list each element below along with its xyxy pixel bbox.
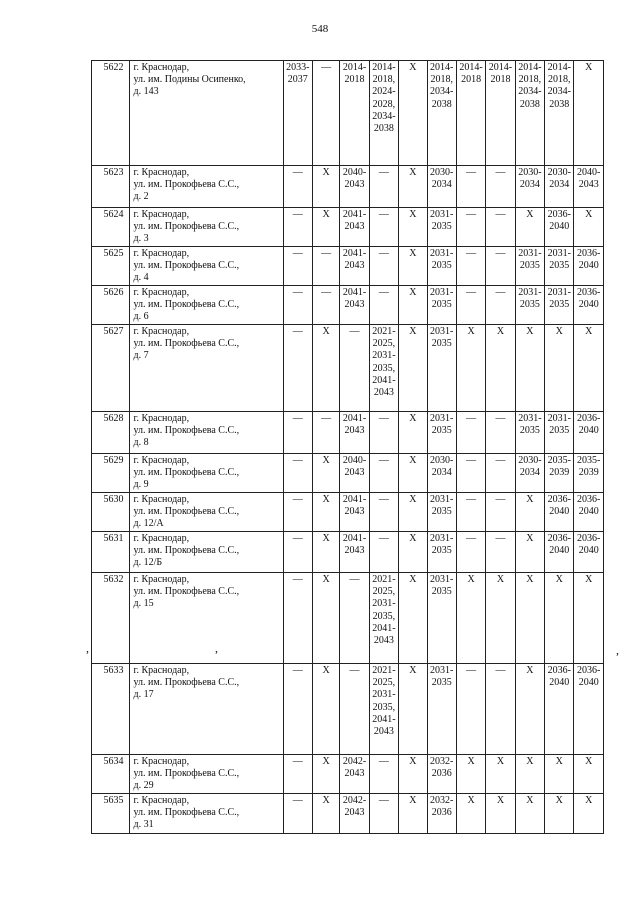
period-cell: 2031- 2035 [545,412,574,454]
period-cell: X [545,794,574,834]
address-line: г. Краснодар, [133,248,190,259]
period-cell: X [399,664,427,755]
period-cell: 2014- 2018 [340,61,369,166]
period-cell: — [369,532,398,573]
row-number: 5633 [92,664,130,755]
period-cell: 2031- 2035 [515,286,544,325]
scan-mark: , [616,643,619,657]
address-line: г. Краснодар, [133,795,190,806]
period-cell: X [312,325,339,412]
period-cell: 2041- 2043 [340,286,369,325]
period-cell: 2035- 2039 [545,454,574,493]
period-cell: 2031- 2035 [427,412,456,454]
period-cell: — [283,247,312,286]
period-cell: 2032- 2036 [427,755,456,794]
address-cell [129,247,283,286]
period-cell: X [456,755,485,794]
period-cell: X [312,208,339,247]
period-cell: X [399,166,427,208]
period-cell: 2042- 2043 [340,755,369,794]
period-cell: X [486,755,515,794]
address-line: ул. им. Прокофьева С.С., [133,467,240,479]
period-cell: — [283,532,312,573]
period-cell: X [486,794,515,834]
period-cell: X [399,532,427,573]
period-cell: 2036- 2040 [545,208,574,247]
period-cell: 2036- 2040 [574,493,604,532]
period-cell: 2014- 2018, 2034- 2038 [515,61,544,166]
period-cell: X [545,755,574,794]
period-cell: 2031- 2035 [427,664,456,755]
row-number: 5634 [92,755,130,794]
period-cell: — [456,532,485,573]
row-number: 5625 [92,247,130,286]
period-cell: X [399,412,427,454]
period-cell: — [456,286,485,325]
period-cell: — [369,286,398,325]
page-number: 548 [311,23,329,35]
period-cell: 2031- 2035 [515,247,544,286]
address-line: ул. им. Прокофьева С.С., [133,425,240,437]
period-cell: X [515,794,544,834]
address-line: ул. им. Прокофьева С.С., [133,260,240,272]
period-cell: X [312,794,339,834]
address-line: ул. им. Прокофьева С.С., [133,545,240,557]
period-cell: 2030- 2034 [515,454,544,493]
table-row [92,493,604,532]
period-cell: X [574,325,604,412]
table-row [92,664,604,755]
address-cell [129,412,283,454]
period-cell: 2033- 2037 [283,61,312,166]
period-cell: X [399,573,427,664]
period-cell: — [369,208,398,247]
table-row [92,208,604,247]
period-cell: — [283,208,312,247]
address-cell [129,166,283,208]
period-cell: X [486,573,515,664]
period-cell: — [283,493,312,532]
period-cell: — [369,166,398,208]
period-cell: — [456,208,485,247]
address-line: д. 15 [133,598,154,610]
period-cell: — [369,412,398,454]
address-cell [129,664,283,755]
period-cell: 2031- 2035 [427,208,456,247]
period-cell: X [574,794,604,834]
period-cell: X [312,454,339,493]
address-cell [129,794,283,834]
period-cell: — [283,664,312,755]
row-number: 5623 [92,166,130,208]
address-line: г. Краснодар, [133,494,190,505]
period-cell: 2031- 2035 [515,412,544,454]
period-cell: 2036- 2040 [574,412,604,454]
address-cell [129,208,283,247]
period-cell: X [574,755,604,794]
address-line: г. Краснодар, [133,574,190,585]
period-cell: — [456,412,485,454]
address-line: д. 4 [133,272,149,284]
address-cell [129,286,283,325]
address-cell [129,454,283,493]
period-cell: X [456,794,485,834]
period-cell: 2036- 2040 [574,286,604,325]
period-cell: — [456,166,485,208]
address-line: д. 8 [133,437,149,449]
period-cell: — [283,412,312,454]
period-cell: X [515,493,544,532]
period-cell: X [399,325,427,412]
period-cell: 2036- 2040 [574,532,604,573]
row-number: 5631 [92,532,130,573]
row-number: 5630 [92,493,130,532]
table-row [92,755,604,794]
address-line: д. 29 [133,780,154,792]
table-row [92,412,604,454]
table-row [92,573,604,664]
period-cell: — [486,532,515,573]
period-cell: 2036- 2040 [545,493,574,532]
period-cell: 2041- 2043 [340,208,369,247]
address-line: д. 7 [133,350,149,362]
period-cell: 2030- 2034 [545,166,574,208]
address-line: г. Краснодар, [133,326,190,337]
period-cell: — [312,61,339,166]
period-cell: X [312,532,339,573]
period-cell: — [486,493,515,532]
address-cell [129,532,283,573]
period-cell: — [486,247,515,286]
address-line: д. 12/Б [133,557,163,569]
row-number: 5627 [92,325,130,412]
period-cell: X [486,325,515,412]
period-cell: 2040- 2043 [340,166,369,208]
address-line: ул. им. Подины Осипенко, [133,74,246,86]
period-cell: 2031- 2035 [545,286,574,325]
period-cell: — [486,286,515,325]
address-line: г. Краснодар, [133,167,190,178]
period-cell: — [283,454,312,493]
period-cell: — [369,493,398,532]
period-cell: — [486,454,515,493]
period-cell: X [399,755,427,794]
address-line: ул. им. Прокофьева С.С., [133,299,240,311]
period-cell: 2014- 2018, 2024- 2028, 2034- 2038 [369,61,398,166]
address-line: ул. им. Прокофьева С.С., [133,677,240,689]
table-row [92,166,604,208]
period-cell: 2035- 2039 [574,454,604,493]
period-cell: 2031- 2035 [427,286,456,325]
period-cell: — [456,454,485,493]
period-cell: 2014- 2018 [486,61,515,166]
period-cell: X [515,755,544,794]
period-cell: X [456,325,485,412]
address-cell [129,325,283,412]
period-cell: X [312,166,339,208]
period-cell: X [515,532,544,573]
period-cell: — [283,166,312,208]
period-cell: X [399,493,427,532]
period-cell: 2031- 2035 [427,493,456,532]
period-cell: 2031- 2035 [427,532,456,573]
address-line: д. 6 [133,311,149,323]
period-cell: 2030- 2034 [515,166,544,208]
address-line: ул. им. Прокофьева С.С., [133,807,240,819]
period-cell: X [399,208,427,247]
period-cell: — [340,573,369,664]
period-cell: 2041- 2043 [340,532,369,573]
address-line: ул. им. Прокофьева С.С., [133,221,240,233]
period-cell: 2031- 2035 [545,247,574,286]
scan-mark: , [215,641,218,655]
period-cell: 2031- 2035 [427,325,456,412]
address-line: ул. им. Прокофьева С.С., [133,338,240,350]
row-number: 5622 [92,61,130,166]
table-row [92,61,604,166]
period-cell: — [486,664,515,755]
period-cell: — [283,286,312,325]
address-line: ул. им. Прокофьева С.С., [133,586,240,598]
period-cell: — [486,166,515,208]
period-cell: 2032- 2036 [427,794,456,834]
table-row [92,532,604,573]
period-cell: X [574,61,604,166]
period-cell: — [369,247,398,286]
period-cell: 2041- 2043 [340,247,369,286]
period-cell: 2041- 2043 [340,412,369,454]
scan-mark: , [86,641,89,655]
period-cell: — [283,325,312,412]
period-cell: — [340,664,369,755]
row-number: 5635 [92,794,130,834]
address-line: ул. им. Прокофьева С.С., [133,179,240,191]
address-line: д. 31 [133,819,154,831]
period-cell: X [574,208,604,247]
period-cell: X [399,61,427,166]
period-cell: X [515,325,544,412]
address-line: г. Краснодар, [133,756,190,767]
address-cell [129,61,283,166]
address-line: д. 9 [133,479,149,491]
period-cell: X [399,286,427,325]
period-cell: 2021- 2025, 2031- 2035, 2041- 2043 [369,573,398,664]
address-line: ул. им. Прокофьева С.С., [133,768,240,780]
period-cell: 2040- 2043 [340,454,369,493]
table-row [92,454,604,493]
address-line: д. 143 [133,86,159,98]
period-cell: — [486,412,515,454]
period-cell: 2014- 2018, 2034- 2038 [545,61,574,166]
period-cell: — [340,325,369,412]
period-cell: X [312,755,339,794]
table-row [92,286,604,325]
period-cell: 2014- 2018, 2034- 2038 [427,61,456,166]
row-number: 5628 [92,412,130,454]
period-cell: — [369,794,398,834]
table-row [92,794,604,834]
period-cell: — [369,454,398,493]
period-cell: — [312,412,339,454]
period-cell: 2040- 2043 [574,166,604,208]
row-number: 5629 [92,454,130,493]
address-line: ул. им. Прокофьева С.С., [133,506,240,518]
address-line: д. 17 [133,689,154,701]
period-cell: 2036- 2040 [574,664,604,755]
row-number: 5632 [92,573,130,664]
address-line: д. 12/А [133,518,164,530]
address-cell [129,493,283,532]
schedule-table [91,60,604,834]
address-line: г. Краснодар, [133,209,190,220]
period-cell: — [486,208,515,247]
row-number: 5624 [92,208,130,247]
address-line: г. Краснодар, [133,455,190,466]
address-line: г. Краснодар, [133,287,190,298]
period-cell: 2014- 2018 [456,61,485,166]
period-cell: — [456,493,485,532]
period-cell: — [456,247,485,286]
period-cell: — [369,755,398,794]
address-line: г. Краснодар, [133,533,190,544]
period-cell: X [515,573,544,664]
period-cell: X [399,454,427,493]
table-row [92,247,604,286]
period-cell: — [283,794,312,834]
period-cell: X [545,573,574,664]
period-cell: 2021- 2025, 2031- 2035, 2041- 2043 [369,325,398,412]
period-cell: 2036- 2040 [574,247,604,286]
address-cell [129,573,283,664]
period-cell: 2030- 2034 [427,454,456,493]
period-cell: X [515,664,544,755]
period-cell: 2021- 2025, 2031- 2035, 2041- 2043 [369,664,398,755]
row-number: 5626 [92,286,130,325]
table-row [92,325,604,412]
period-cell: 2031- 2035 [427,573,456,664]
address-line: г. Краснодар, [133,413,190,424]
period-cell: — [283,755,312,794]
period-cell: 2036- 2040 [545,664,574,755]
address-line: г. Краснодар, [133,62,190,73]
address-line: д. 3 [133,233,149,245]
period-cell: X [574,573,604,664]
period-cell: 2036- 2040 [545,532,574,573]
period-cell: 2030- 2034 [427,166,456,208]
address-cell [129,755,283,794]
period-cell: X [399,247,427,286]
period-cell: — [456,664,485,755]
period-cell: 2031- 2035 [427,247,456,286]
period-cell: X [312,664,339,755]
period-cell: — [312,286,339,325]
period-cell: X [399,794,427,834]
address-line: д. 2 [133,191,149,203]
period-cell: — [312,247,339,286]
period-cell: X [515,208,544,247]
period-cell: X [545,325,574,412]
period-cell: X [312,573,339,664]
period-cell: 2042- 2043 [340,794,369,834]
period-cell: — [283,573,312,664]
period-cell: X [456,573,485,664]
period-cell: X [312,493,339,532]
address-line: г. Краснодар, [133,665,190,676]
period-cell: 2041- 2043 [340,493,369,532]
